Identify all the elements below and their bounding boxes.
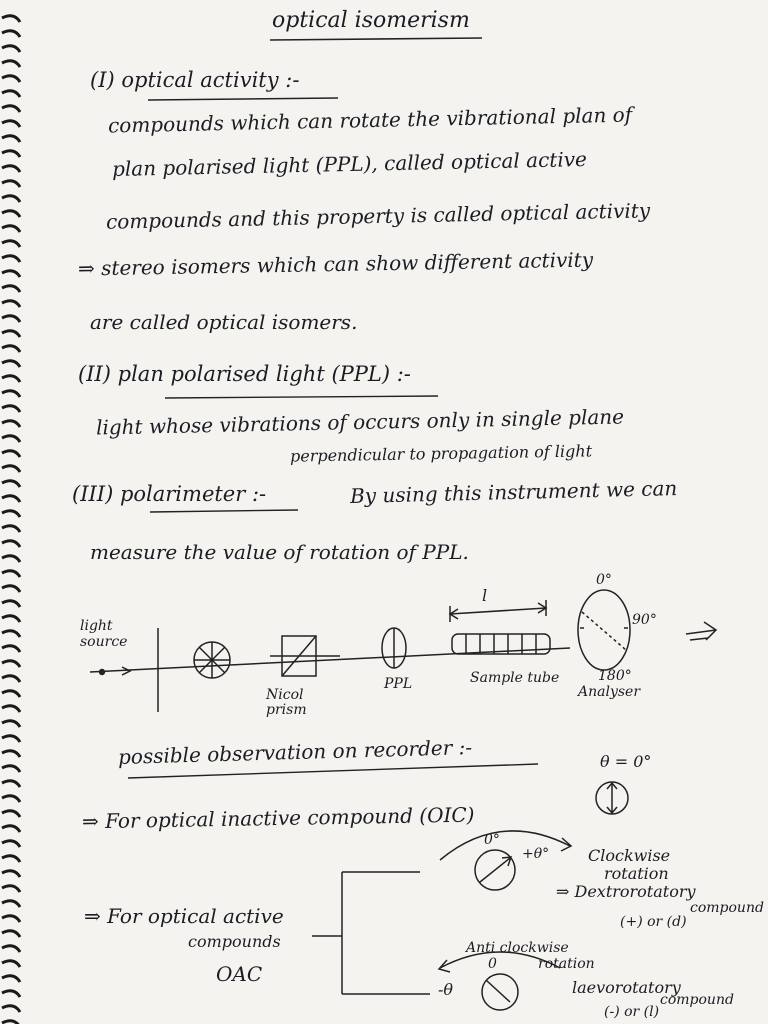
label-analyser: Analyser [578,684,641,700]
label-light-source: light source [80,618,128,650]
active-line-1: ⇒ For optical active [84,904,284,928]
anticlockwise-label: Anti clockwise [466,940,569,956]
laevo-sign-label: (-) or (l) [604,1004,660,1020]
section1-line-4: ⇒ stereo isomers which can show different activity [77,247,594,281]
section1-line-1: compounds which can rotate the vibrational plan of [107,102,633,138]
clockwise-dial-icon [440,831,571,890]
theta-zero: θ = 0° [600,752,652,771]
label-deg-180: 180° [598,668,632,684]
dextro-sign-label: (+) or (d) [620,914,687,930]
anticlockwise-deg-0: 0 [488,956,497,972]
section2-heading: (II) plan polarised light (PPL) :- [78,362,411,386]
section2-line-1: light whose vibrations of occurs only in single plane [95,404,625,440]
light-source-point [100,670,105,675]
label-deg-90: 90° [632,612,657,628]
observation-heading: possible observation on recorder :- [117,735,473,769]
output-arrow-icon [686,622,716,640]
active-line-2: compounds [188,932,281,951]
clockwise-theta: +θ° [522,846,550,862]
analyser-icon [578,590,630,670]
section1-line-3: compounds and this property is called optical activity [105,198,651,234]
active-line-3: OAC [216,962,263,986]
dextro-compound-label: compound [690,900,764,916]
clockwise-deg-0: 0° [484,832,500,848]
inactive-dial-icon [596,782,628,814]
label-ppl: PPL [384,676,413,692]
section3-line-2: measure the value of rotation of PPL. [90,540,469,564]
clockwise-rotation-label: rotation [604,864,669,883]
unpolarised-light-icon [194,642,230,678]
title-underline [270,38,482,40]
nicol-prism-icon [270,636,340,676]
dextrorotatory-label: ⇒ Dextrorotatory [556,882,696,901]
laevo-compound-label: compound [660,992,734,1008]
section2-underline [165,396,438,398]
section3-line-1-tail: By using this instrument we can [349,476,678,508]
section3-heading: (III) polarimeter :- [72,482,267,506]
anticlockwise-theta: -θ [438,980,454,999]
inactive-compound-text: ⇒ For optical inactive compound (OIC) [81,802,475,834]
light-path [90,648,570,672]
section1-underline [148,98,338,100]
section1-line-5: are called optical isomers. [90,310,358,334]
sample-tube-icon [450,600,550,654]
section1-heading: (I) optical activity :- [90,68,300,92]
clockwise-label: Clockwise [588,846,671,865]
label-nicol-prism: Nicol prism [266,687,307,718]
label-deg-0: 0° [596,572,612,588]
section3-underline [150,510,298,512]
section2-line-2: perpendicular to propagation of light [289,441,593,466]
anticlockwise-rotation-label: rotation [538,956,595,972]
length-marker [450,608,546,614]
section1-line-2: plan polarised light (PPL), called optical active [111,147,588,181]
page-title: optical isomerism [272,8,470,33]
laevorotatory-label: laevorotatory [572,978,681,997]
label-length: l [482,586,488,605]
label-sample-tube: Sample tube [470,670,560,686]
